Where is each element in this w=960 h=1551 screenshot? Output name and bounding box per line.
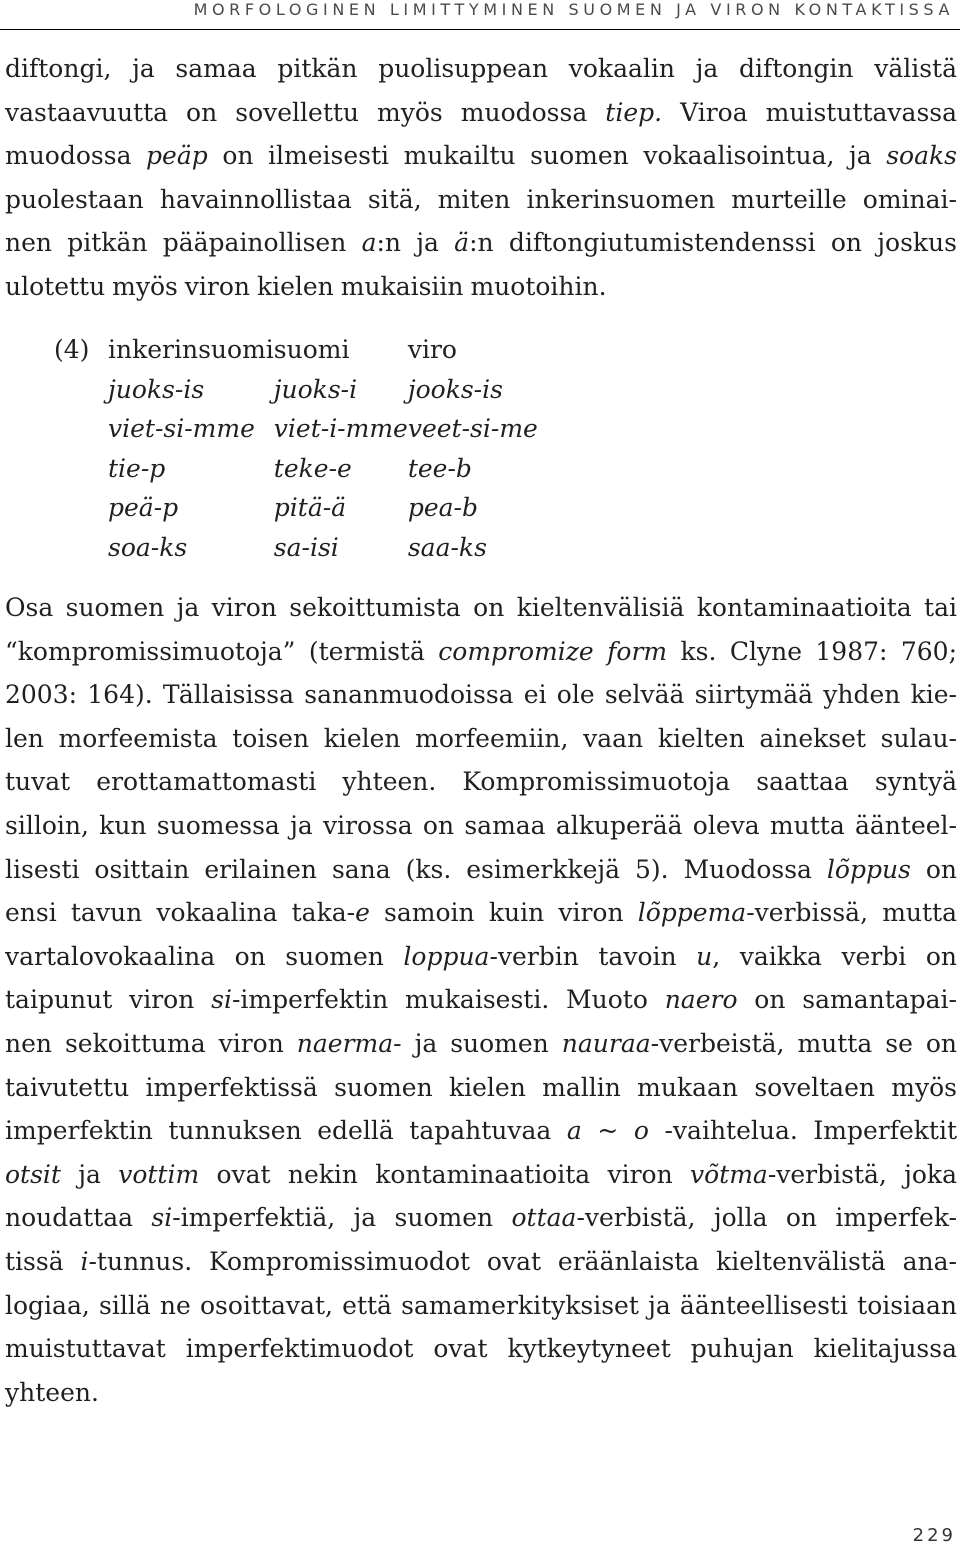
italic-term: nauraa	[561, 1028, 651, 1058]
italic-term: si	[211, 985, 232, 1015]
table-cell: tee-b	[407, 453, 472, 483]
italic-term: a ~ o	[566, 1116, 649, 1146]
italic-term: naero	[664, 985, 738, 1015]
table-cell: viet-i-mme	[273, 414, 408, 443]
table-row	[108, 370, 538, 410]
text-line: ulotettu myös viron kielen mukaisiin muotoihin.	[5, 271, 607, 301]
text-line: len morfeemista toisen kielen morfeemiin, vaan kielten ainekset sulau-	[5, 723, 957, 753]
table-cell: juoks-i	[273, 374, 358, 404]
text-line: yhteen.	[5, 1377, 99, 1407]
paragraph-intro	[5, 47, 957, 309]
text-line: “kompromissimuotoja” (termistä compromize form ks. Clyne 1987: 760;	[5, 636, 957, 666]
italic-term: lõppus	[826, 854, 911, 884]
table-cell: soa-ks	[108, 532, 188, 562]
table-row	[108, 488, 538, 528]
italic-term: loppua	[403, 941, 490, 971]
italic-term: si	[151, 1203, 173, 1233]
page-number: 229	[912, 1525, 956, 1546]
italic-term: e	[355, 898, 370, 928]
table-cell: peä-p	[108, 493, 179, 522]
text-line: tissä i-tunnus. Kompromissimuodot ovat eräänlaista kieltenvälistä ana-	[5, 1246, 957, 1276]
text-line: taivutettu imperfektissä suomen kielen mallin mukaan soveltaen myös	[5, 1072, 957, 1102]
text-line: ensi tavun vokaalina taka-e samoin kuin viron lõppema-verbissä, mutta	[5, 898, 958, 928]
text-line: diftongi, ja samaa pitkän puolisuppean vokaalin ja diftongin välistä	[5, 54, 957, 83]
italic-term: tiep.	[605, 97, 663, 127]
italic-term: peäp	[146, 141, 208, 171]
table-cell: viet-si-mme	[108, 414, 255, 443]
paragraph-compromise-forms	[5, 586, 957, 1414]
italic-term: võtma	[689, 1159, 768, 1189]
text-line: muistuttavat imperfektimuodot ovat kytkeytyneet puhujan kielitajussa	[5, 1334, 957, 1364]
table-cell: pea-b	[407, 493, 478, 522]
text-line: lisesti osittain erilainen sana (ks. esimerkkejä 5). Muodossa lõppus on	[5, 854, 957, 884]
table-row	[108, 409, 538, 449]
table-cell: veet-si-me	[407, 414, 538, 443]
italic-term: lõppema	[637, 898, 747, 928]
table-row	[108, 528, 538, 568]
text-line: otsit ja vottim ovat nekin kontaminaatioita viron võtma-verbistä, joka	[5, 1159, 957, 1189]
table-cell: tie-p	[108, 453, 166, 483]
example-table	[108, 330, 538, 567]
text-line: Osa suomen ja viron sekoittumista on kieltenvälisiä kontaminaatioita tai	[5, 593, 957, 622]
running-title: MORFOLOGINEN LIMITTYMINEN SUOMEN JA VIRON KONTAKTISSA	[193, 0, 954, 19]
italic-term: a	[361, 228, 377, 258]
text-line: vastaavuutta on sovellettu myös muodossa tiep. Viroa muistuttavassa	[5, 97, 958, 127]
text-line: logiaa, sillä ne osoittavat, että samamerkityksiset ja äänteellisesti toisiaan	[5, 1290, 957, 1320]
table-cell: sa-isi	[273, 532, 339, 562]
example-number: (4)	[54, 335, 90, 364]
table-cell: pitä-ä	[273, 493, 347, 522]
column-header: viro	[407, 335, 457, 364]
column-header: suomi	[273, 335, 350, 364]
text-line: muodossa peäp on ilmeisesti mukailtu suomen vokaalisointua, ja soaks	[5, 141, 957, 171]
column-header: inkerinsuomi	[108, 335, 274, 364]
table-cell: saa-ks	[407, 532, 487, 562]
table-cell: juoks-is	[108, 374, 205, 404]
text-line: puolestaan havainnollistaa sitä, miten inkerinsuomen murteille ominai-	[5, 184, 957, 214]
text-line: noudattaa si-imperfektiä, ja suomen ottaa-verbistä, jolla on imperfek-	[5, 1203, 957, 1233]
italic-term: ottaa	[511, 1203, 577, 1233]
italic-term: otsit	[5, 1159, 61, 1189]
table-row	[108, 449, 538, 489]
table-cell: jooks-is	[407, 374, 503, 404]
header-rule	[0, 29, 960, 30]
italic-term: vottim	[118, 1159, 200, 1189]
text-line: tuvat erottamattomasti yhteen. Kompromissimuotoja saattaa syntyä	[5, 767, 957, 797]
table-cell: teke-e	[273, 453, 352, 483]
italic-term: ä	[454, 228, 470, 258]
text-line: silloin, kun suomessa ja virossa on samaa alkuperää oleva mutta äänteel-	[5, 810, 957, 840]
text-line: vartalovokaalina on suomen loppua-verbin tavoin u, vaikka verbi on	[5, 941, 957, 971]
italic-term: u	[696, 941, 713, 971]
text-line: nen pitkän pääpainollisen a:n ja ä:n diftongiutumistendenssi on joskus	[5, 228, 957, 258]
italic-term: naerma-	[296, 1028, 402, 1058]
text-line: imperfektin tunnuksen edellä tapahtuvaa a ~ o -vaihtelua. Imperfektit	[5, 1116, 958, 1146]
italic-term: soaks	[886, 141, 957, 171]
table-header-row	[108, 330, 538, 370]
italic-term: compromize form	[438, 636, 668, 666]
text-line: nen sekoittuma viron naerma- ja suomen nauraa-verbeistä, mutta se on	[5, 1028, 957, 1058]
italic-term: i	[80, 1246, 89, 1276]
text-line: taipunut viron si-imperfektin mukaisesti. Muoto naero on samantapai-	[5, 985, 957, 1015]
text-line: 2003: 164). Tällaisissa sananmuodoissa ei ole selvää siirtymää yhden kie-	[5, 680, 957, 710]
